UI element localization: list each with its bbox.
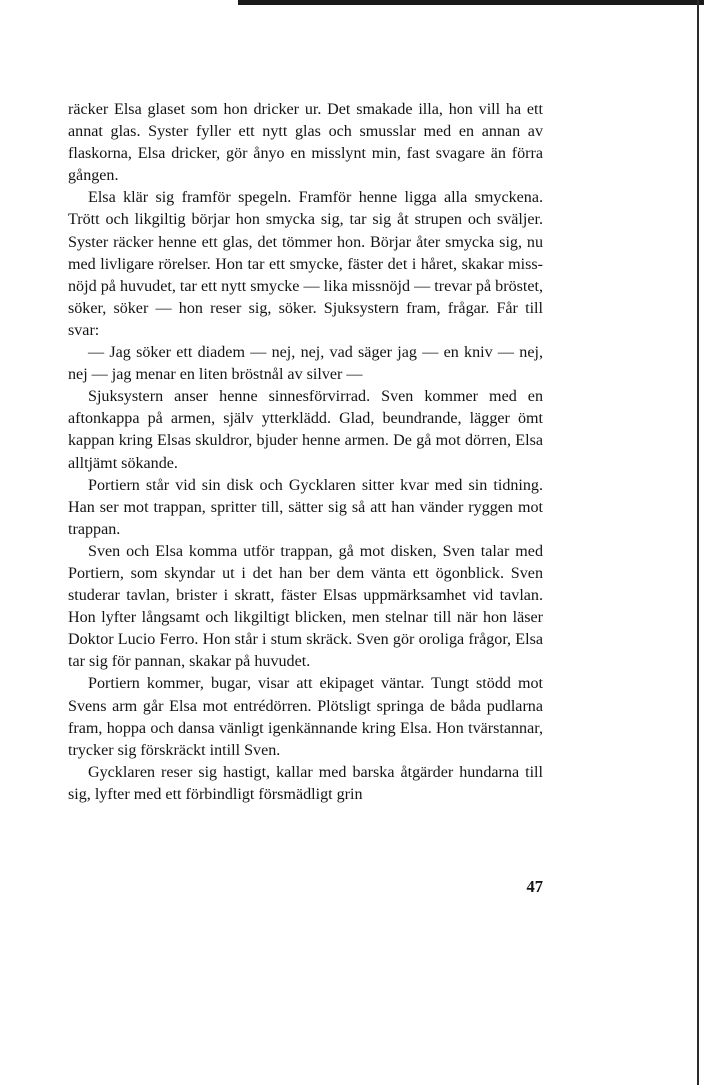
paragraph: Sven och Elsa komma utför trappan, gå mot disken, Sven talar med Portiern, som skyndar ut i det han ber dem vänta ett ögonblick. Sven studerar tavlan, brister i skratt, fäster Elsas uppmärksamhet vid tavlan. Hon lyfter långsamt och likgiltigt blicken, men stelnar till när hon läser Doktor Lucio Ferro. Hon står i stum skräck. Sven gör oroliga frågor, Elsa tar sig för pannan, skakar på huvudet. bbox=[68, 542, 543, 671]
paragraph: Portiern står vid sin disk och Gycklaren sitter kvar med sin tidning. Han ser mot trappan, spritter till, sätter sig så att han vänder ryggen mot trappan. bbox=[68, 476, 543, 538]
right-edge-rule bbox=[697, 0, 699, 1085]
top-edge-rule bbox=[238, 0, 704, 5]
paragraph: Sjuksystern anser henne sinnesförvirrad. Sven kommer med en aftonkappa på armen, själv ytterklädd. Glad, beundrande, lägger ömt kappan kring Elsas skuldror, bjuder henne armen. De gå mot dörren, Elsa alltjämt sökande. bbox=[68, 388, 543, 472]
paragraph: Gycklaren reser sig hastigt, kallar med barska åtgärder hundarna till sig, lyfter med ett förbindligt försmädligt grin bbox=[68, 763, 543, 803]
paragraph: Portiern kommer, bugar, visar att ekipaget väntar. Tungt stödd mot Svens arm går Elsa mot entrédörren. Plötsligt springa de båda pudlarna fram, hoppa och dansa vänligt igenkännande kring Elsa. Hon tvärstannar, trycker sig förskräckt intill Sven. bbox=[68, 675, 543, 759]
paragraph: räcker Elsa glaset som hon dricker ur. Det smakade illa, hon vill ha ett annat glas. Syster fyller ett nytt glas och smusslar med en annan av flaskorna, Elsa dricker, gör ånyo en misslynt min, fast svagare än förra gången. bbox=[68, 101, 543, 185]
page-number: 47 bbox=[526, 877, 543, 896]
paragraph: Elsa klär sig framför spegeln. Framför henne ligga alla smyckena. Trött och likgiltig börjar hon smycka sig, tar sig åt strupen och sväljer. Syster räcker henne ett glas, det tömmer hon. Börjar åter smycka sig, nu med livligare rörelser. Hon tar ett smycke, fäster det i håret, skakar missnöjd på huvudet, tar ett nytt smycke — lika missnöjd — trevar på bröstet, söker, söker — hon reser sig, söker. Sjuksystern fram, frågar. Får till svar: bbox=[68, 189, 543, 339]
body-text bbox=[68, 99, 543, 806]
paragraph: — Jag söker ett diadem — nej, nej, vad säger jag — en kniv — nej, nej — jag menar en liten bröstnål av silver — bbox=[68, 344, 543, 384]
